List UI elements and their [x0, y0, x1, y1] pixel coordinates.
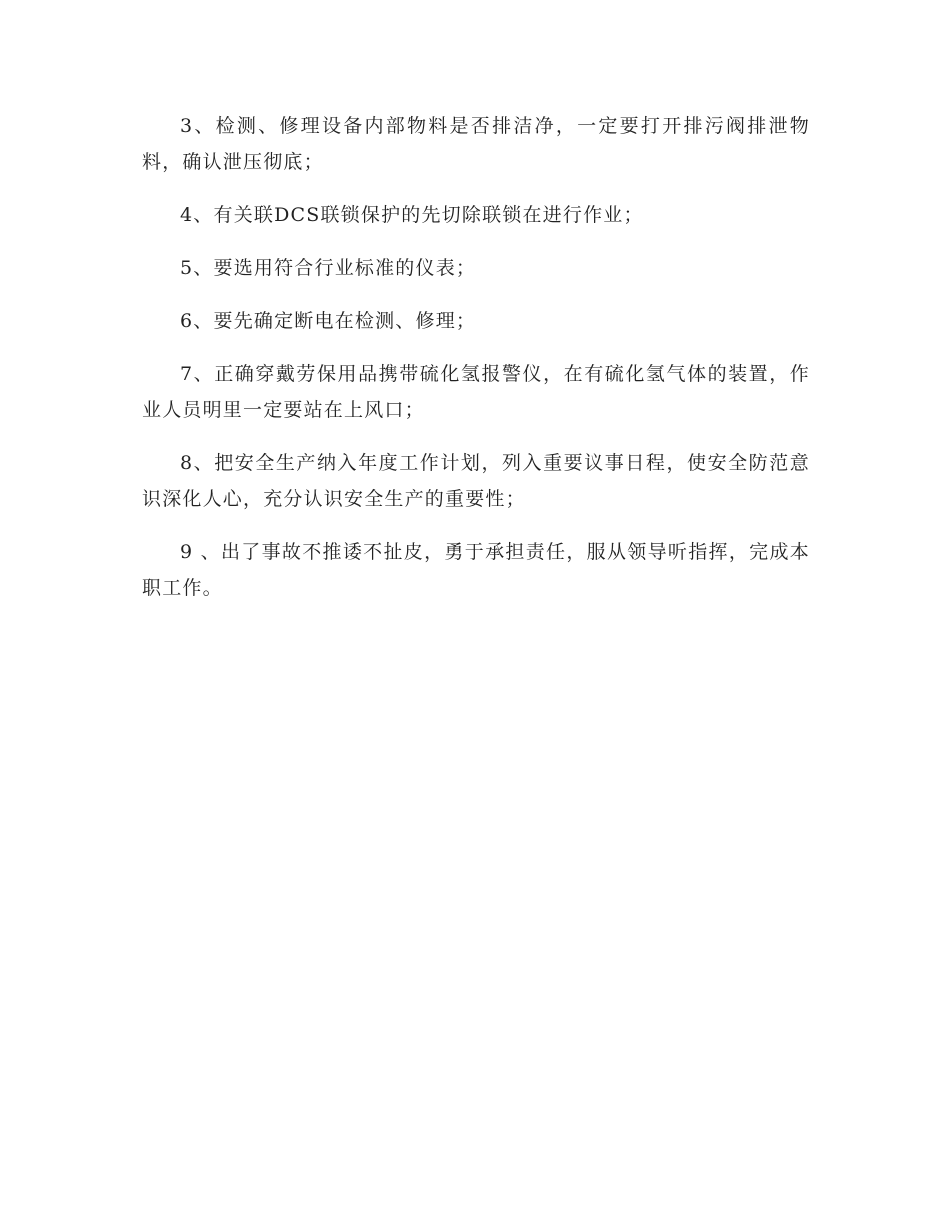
- paragraph-item-4: 4、有关联DCS联锁保护的先切除联锁在进行作业；: [180, 204, 644, 226]
- paragraph-item-3: 3、检测、修理设备内部物料是否排洁净，一定要打开排污阀排泄物料，确认泄压彻底；: [142, 115, 810, 173]
- document-body: [142, 108, 810, 623]
- paragraph-item-5: 5、要选用符合行业标准的仪表；: [180, 257, 477, 279]
- paragraph-item-6: 6、要先确定断电在检测、修理；: [180, 310, 477, 332]
- paragraph-item-8: 8、把安全生产纳入年度工作计划，列入重要议事日程，使安全防范意识深化人心，充分认识安全生产的重要性；: [142, 452, 810, 510]
- paragraph-item-9: 9 、出了事故不推诿不扯皮，勇于承担责任，服从领导听指挥，完成本职工作。: [142, 541, 810, 599]
- paragraph-item-7: 7、正确穿戴劳保用品携带硫化氢报警仪，在有硫化氢气体的装置，作业人员明里一定要站在上风口；: [142, 363, 810, 421]
